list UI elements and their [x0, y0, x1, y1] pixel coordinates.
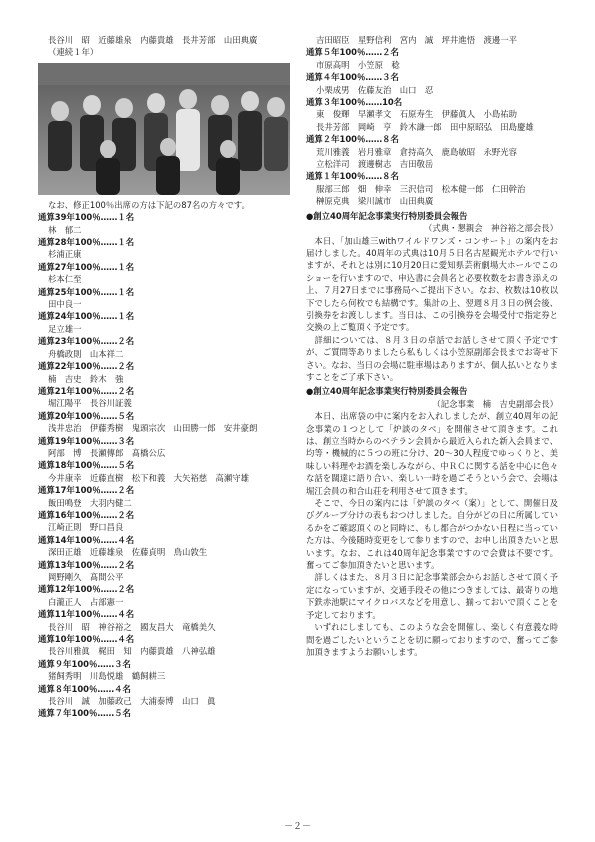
- attendance-names: 林 郁二: [48, 224, 82, 235]
- section-2-para-1: 本日、出席袋の中に案内をお入れしましたが、創立40周年の記念事業の１つとして「炉談のタベ」を開催させて頂きます。これは、創立当時からのベテラン会員から最近入られた新入会員まで、均等・機械的に５つの班に分け、20～30人程度でゆっくりと、美味しい料理やお酒を楽しみながら、中ＲＣに関する話を中心に色々な話を闊達に語り合い、楽しい一時を過ごそうという会で、会場は堀江会員の和合山荘を利用させて頂きます。: [306, 411, 558, 496]
- attendance-names: 小栗成男 佐藤友治 山口 忍: [316, 84, 434, 95]
- attendance-heading: 通算18年100％……５名: [38, 460, 135, 471]
- attendance-heading: 通算24年100％……１名: [38, 311, 135, 322]
- attendance-heading: 通算５年100％……２名: [306, 47, 399, 58]
- section-title-2: ●創立40周年記念事業実行特別委員会報告: [306, 386, 468, 397]
- attendance-heading: 通算27年100％……１名: [38, 261, 135, 272]
- attendance-names: 阿部 博 長瀬傳郎 髙橋公広: [48, 447, 166, 458]
- attendance-heading: 通算21年100％……２名: [38, 385, 135, 396]
- attendance-names: 立松洋司 渡邊樹志 吉田敬岳: [316, 159, 434, 170]
- attendance-heading: 通算20年100％……５名: [38, 410, 135, 421]
- attendance-list-left: [38, 211, 288, 720]
- attendance-names: 東 俊輝 早瀬孝文 石原寿生 伊藤眞人 小島祐助: [316, 109, 517, 120]
- attendance-names: 杉浦正康: [48, 249, 82, 260]
- attendance-names: 深田正雄 近藤雄泉 佐藤貞明 鳥山敦生: [48, 547, 208, 558]
- attendance-heading: 通算39年100％……１名: [38, 212, 135, 223]
- attendance-names: 白瀧正人 占部憲一: [48, 596, 124, 607]
- attendance-heading: 通算16年100％……２名: [38, 509, 135, 520]
- attendance-names: 市原高明 小笠原 稔: [316, 59, 400, 70]
- attendance-names: 杉本仁至: [48, 274, 82, 285]
- attendance-heading: 通算23年100％……２名: [38, 336, 135, 347]
- attendance-heading: 通算12年100％……２名: [38, 584, 135, 595]
- group-photo-image: [38, 63, 290, 195]
- attendance-heading: 通算19年100％……３名: [38, 435, 135, 446]
- attendance-names: 榊原克典 梁川誠市 山田典廣: [316, 196, 434, 207]
- top-names-right: 吉田昭臣 星野信利 宮内 誠 坪井進悟 渡邊一平: [316, 35, 517, 45]
- attendance-names: 飯田鳴登 大羽内健二: [48, 497, 132, 508]
- attendance-names: 足立雄一: [48, 323, 82, 334]
- attendance-names: 舟橋政則 山本祥二: [48, 348, 124, 359]
- attendance-heading: 通算28年100％……１名: [38, 237, 135, 248]
- attendance-names: 岡野剛久 髙間公平: [48, 572, 124, 582]
- attendance-heading: 通算17年100％……２名: [38, 485, 135, 496]
- section-2-para-2: そこで、今日の案内には「炉談のタベ（案）」として、開催日及びグループ分けの表もおつけしました。自分がどの日に所属しているかをご確認頂くのと同時に、もし都合がつかない日程に当っていた方は、今後随時変更をして参りますので、お申し出頂きたいと思います。なお、これは40周年記念事業ですので会費は不要です。奮ってご参加頂きたいと思います。: [306, 498, 558, 571]
- section-title-1: ●創立40周年記念事業実行特別委員会報告: [306, 210, 468, 221]
- top-note: （連続１年）: [48, 47, 99, 58]
- page-number: －２－: [283, 822, 311, 832]
- right-column: [306, 34, 558, 658]
- attendance-names: 江崎正則 野口昌良: [48, 522, 124, 533]
- attendance-names: 長井芳部 岡崎 亨 鈴木謙一郎 田中原昭弘 田島慶雄: [316, 121, 534, 132]
- group-photo: [38, 63, 290, 195]
- attendance-names: 荒川雅義 岩月雅章 倉持高久 鹿島敏昭 永野光容: [316, 146, 517, 157]
- attendance-names: 浅井忠治 伊藤秀樹 鬼頭宗次 山田勝一郎 安井豪朗: [48, 423, 258, 434]
- left-column: [38, 34, 288, 720]
- attendance-names: 田中良一: [48, 299, 82, 310]
- attendance-names: 長谷川 誠 加藤政己 大浦泰博 山口 眞: [48, 696, 216, 707]
- attendance-heading: 通算14年100％……４名: [38, 534, 135, 545]
- intro-text: なお、修正100％出席の方は下記の87名の方々です。: [48, 199, 250, 210]
- section-2-para-3: 詳しくはまた、８月３日に記念事業部会からお話しさせて頂く予定になっていますが、交通手段その他につきましては、最寄りの地下鉄赤池駅にマイクロバスなどを用意し、揃っておいで頂くことを予定しております。: [306, 572, 558, 620]
- attendance-names: 長谷川雅眞 梶田 知 内藤貴雄 八神弘雄: [48, 646, 216, 657]
- attendance-names: 楠 吉史 鈴木 強: [48, 373, 124, 384]
- attendance-heading: 通算13年100％……２名: [38, 559, 135, 570]
- attendance-heading: 通算22年100％……２名: [38, 361, 135, 372]
- attendance-heading: 通算４年100％……３名: [306, 72, 399, 83]
- attendance-names: 服部三郎 畑 伸幸 三沢信司 松本健一郎 仁田幹治: [316, 183, 526, 194]
- section-subtitle-2: （記念事業 楠 吉史副部会長）: [432, 398, 558, 409]
- attendance-heading: 通算２年100％……８名: [306, 134, 399, 145]
- attendance-heading: 通算８年100％……４名: [38, 683, 131, 694]
- attendance-names: 今井康幸 近藤直樹 松下和義 大矢裕慈 高瀬守雄: [48, 472, 249, 483]
- section-1-para-1: 本日、「加山雄三withワイルドワンズ・コンサート」の案内をお届けしました。40周年の式典は10月５日名古屋観光ホテルで行いますが、それとは別に10月20日に愛知県芸術劇場大ホールでこのショーを行いますので、申込書に会員名と必要枚数をお書き添えの上、７月27日までに事務局へご提出下さい。なお、枚数は10枚以下でしたら何枚でも結構です。集計の上、翌週８月３日の例会後、引換券をお渡しします。当日は、この引換券を会場受付で指定券と交換の上ご覧頂く予定です。: [306, 235, 558, 333]
- attendance-names: 長谷川 昭 神谷裕之 國友昌大 竜橋美久: [48, 621, 216, 632]
- attendance-heading: 通算11年100％……４名: [38, 609, 135, 620]
- section-1-para-2: 詳細については、８月３日の卓話でお話しさせて頂く予定ですが、ご質問等ありましたら私もしくは小笠原副部会長までお寄せ下さい。なお、当日の会場に駐車場はありますが、個人払いとなりますことをご了承下さい。: [306, 334, 558, 382]
- attendance-names: 堀江陽平 長谷川証義: [48, 398, 132, 409]
- attendance-heading: 通算３年100％……10名: [306, 97, 403, 108]
- attendance-heading: 通算25年100％……１名: [38, 286, 135, 297]
- attendance-heading: 通算10年100％……４名: [38, 634, 135, 645]
- section-2-para-4: いずれにしましても、このような会を開催し、楽しく有意義な時間を過ごしたいということを切に願っておりますので、奮ってご参加頂きますようお願いします。: [306, 622, 558, 657]
- section-subtitle-1: （式典・懇親会 神谷裕之部会長）: [424, 223, 558, 234]
- attendance-list-right: [306, 46, 558, 207]
- attendance-heading: 通算７年100％……５名: [38, 708, 131, 719]
- attendance-heading: 通算９年100％……３名: [38, 658, 131, 669]
- attendance-heading: 通算１年100％……８名: [306, 171, 399, 182]
- attendance-names: 猪飼秀明 川島悦雄 鶴飼耕三: [48, 671, 166, 682]
- top-names-left: 長谷川 昭 近藤雄泉 内藤貴雄 長井芳部 山田典廣: [48, 35, 258, 45]
